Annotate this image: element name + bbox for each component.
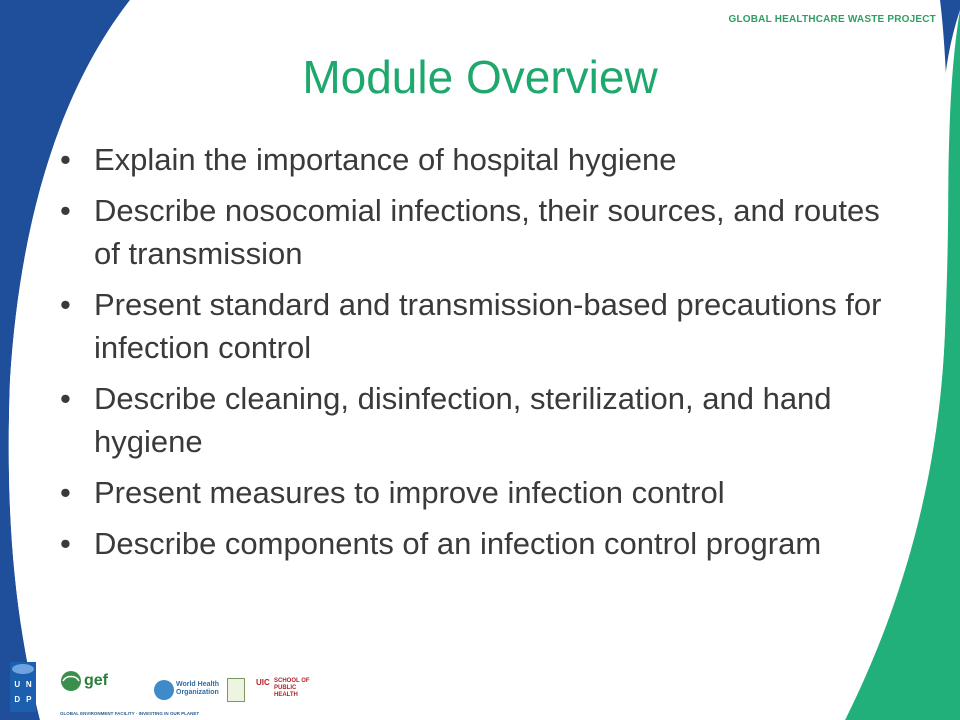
bullet-text: Describe cleaning, disinfection, sterilization, and hand hygiene [94, 381, 832, 459]
bullet-item [60, 189, 910, 275]
bullet-text: Describe components of an infection control program [94, 526, 822, 561]
undp-logo: U N D P [10, 662, 36, 712]
gef-wordmark: gef [84, 672, 108, 689]
bullet-dot-icon: • [60, 142, 71, 177]
gef-globe-icon [60, 670, 82, 692]
slide-title: Module Overview [302, 51, 658, 103]
bullet-text: Present standard and transmission-based precautions for infection control [94, 287, 882, 365]
bullet-item [60, 283, 910, 369]
bullet-list [60, 138, 910, 573]
who-emblem-icon [154, 680, 174, 700]
bullet-dot-icon: • [60, 193, 71, 228]
partner-badge-icon [227, 678, 245, 702]
bullet-dot-icon: • [60, 526, 71, 561]
who-wordmark: World Health Organization [176, 681, 220, 696]
bullet-item [60, 522, 910, 565]
who-logo [154, 680, 224, 702]
project-brand-label: GLOBAL HEALTHCARE WASTE PROJECT [728, 14, 936, 25]
uic-wordmark: UIC [256, 678, 270, 687]
uic-logo [256, 678, 316, 706]
bullet-dot-icon: • [60, 475, 71, 510]
bullet-text: Explain the importance of hospital hygiene [94, 142, 677, 177]
bullet-item [60, 138, 910, 181]
undp-globe-icon [12, 664, 34, 674]
bullet-item [60, 377, 910, 463]
bullet-text: Present measures to improve infection control [94, 475, 725, 510]
partner-logos [0, 660, 340, 720]
bullet-item [60, 471, 910, 514]
uic-school-name: SCHOOL OF PUBLIC HEALTH [274, 678, 310, 698]
bullet-dot-icon: • [60, 287, 71, 322]
gef-caption: GLOBAL ENVIRONMENT FACILITY · INVESTING IN OUR PLANET [60, 711, 200, 716]
bullet-dot-icon: • [60, 381, 71, 416]
bullet-text: Describe nosocomial infections, their sources, and routes of transmission [94, 193, 880, 271]
